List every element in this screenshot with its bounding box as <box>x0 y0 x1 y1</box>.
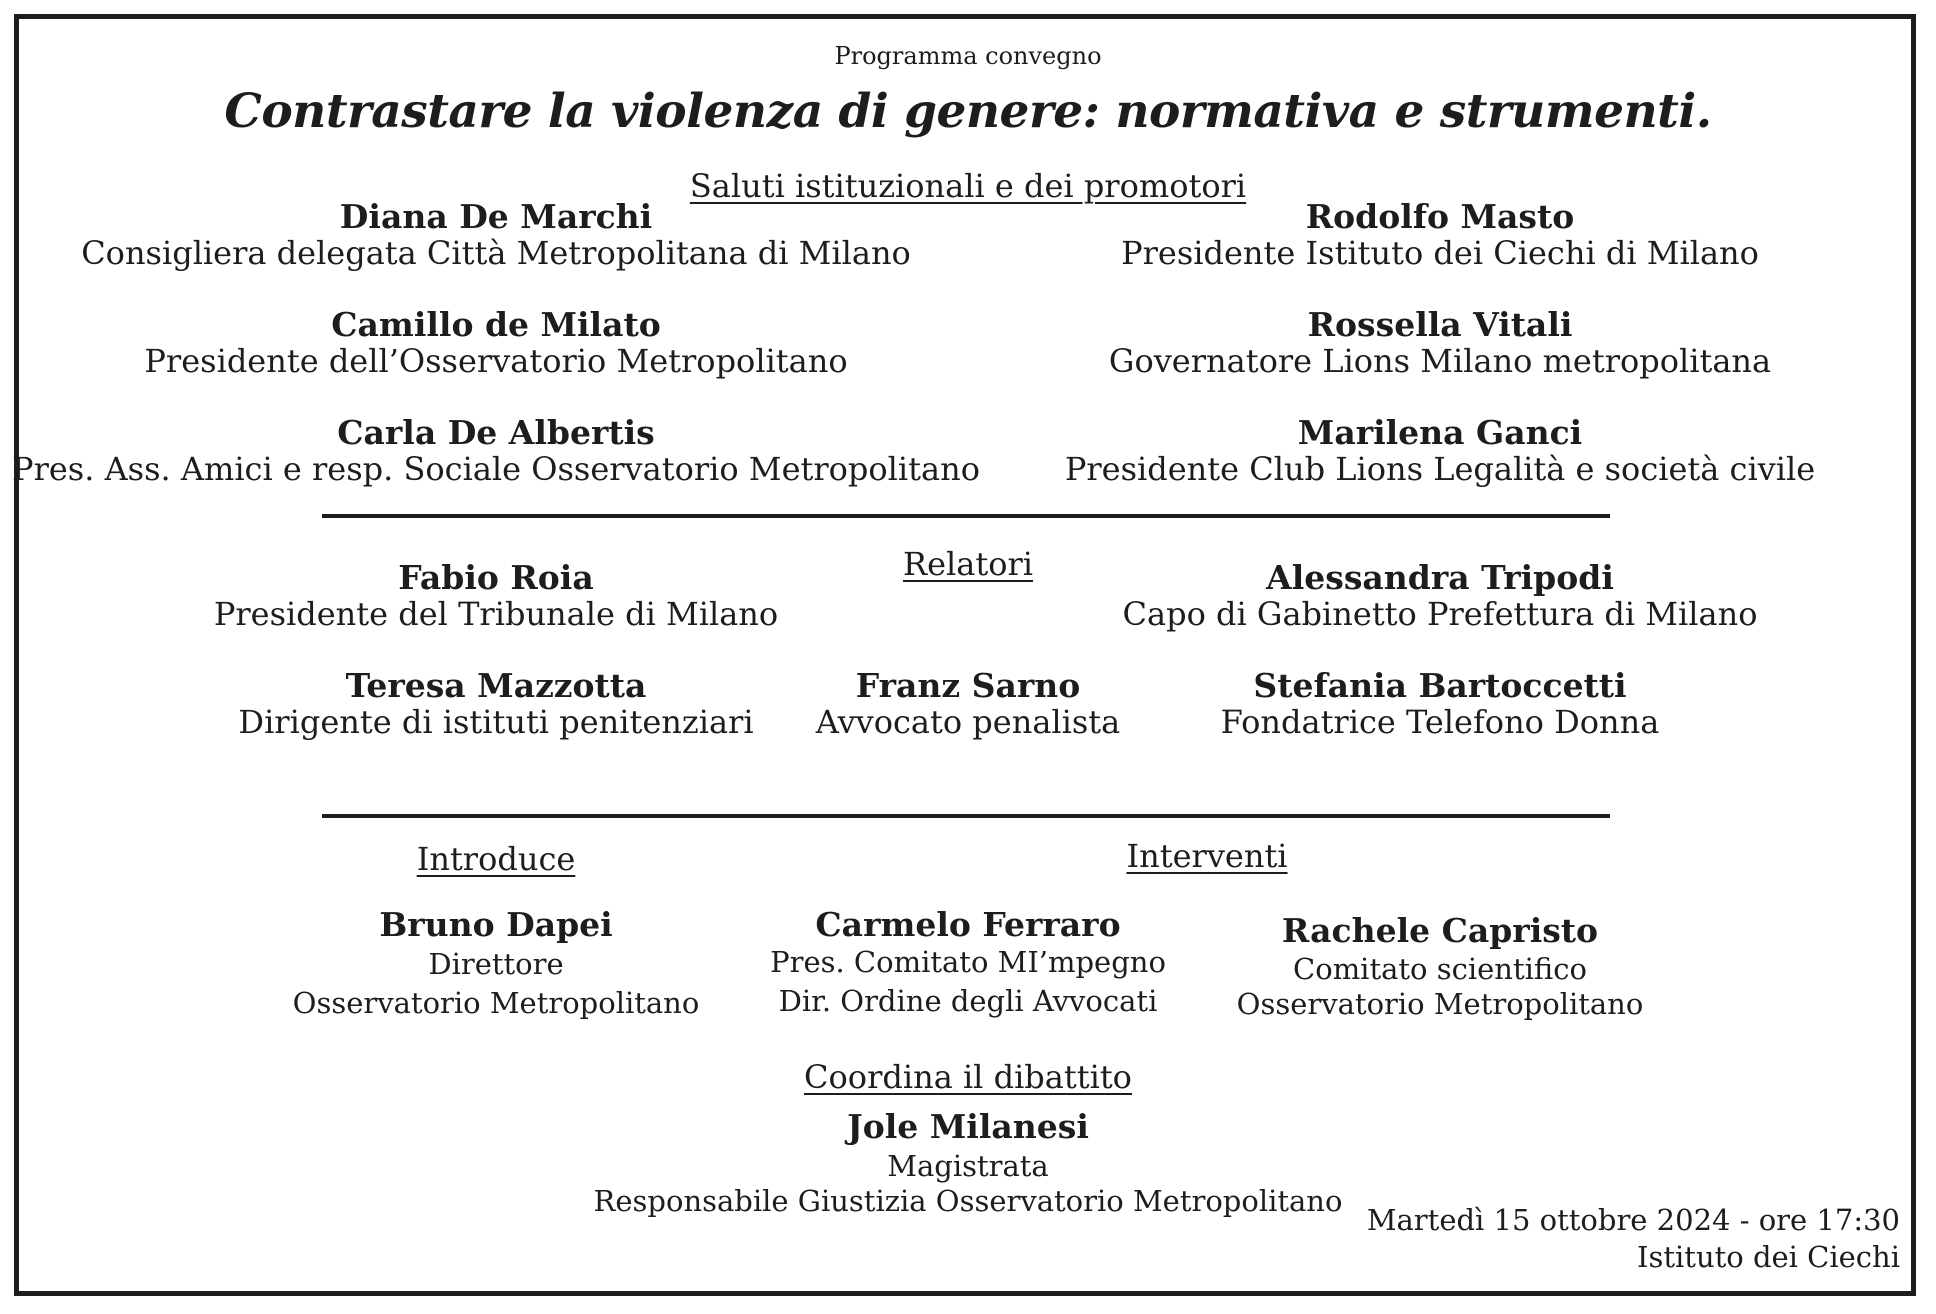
speaker-role: Avvocato penalista <box>815 703 1121 741</box>
speaker-role: Osservatorio Metropolitano <box>1236 987 1644 1021</box>
section-heading-introduce: Introduce <box>416 840 576 878</box>
speaker-role: Capo di Gabinetto Prefettura di Milano <box>1122 595 1758 633</box>
speaker-name: Alessandra Tripodi <box>1266 558 1614 597</box>
speaker-name: Teresa Mazzotta <box>345 666 647 705</box>
speaker-role: Osservatorio Metropolitano <box>292 986 700 1020</box>
speaker-name: Carmelo Ferraro <box>815 905 1121 944</box>
section-divider <box>322 814 1610 818</box>
speaker-name: Marilena Ganci <box>1297 413 1583 452</box>
speaker-role: Pres. Comitato MI’mpegno <box>770 945 1166 979</box>
speaker-role: Responsabile Giustizia Osservatorio Metropolitano <box>593 1184 1343 1218</box>
speaker-role: Consigliera delegata Città Metropolitana di Milano <box>81 234 911 272</box>
speaker-name: Stefania Bartoccetti <box>1253 666 1627 705</box>
section-heading-saluti: Saluti istituzionali e dei promotori <box>689 167 1247 205</box>
speaker-role: Dir. Ordine degli Avvocati <box>778 984 1158 1018</box>
speaker-name: Rachele Capristo <box>1281 911 1599 950</box>
speaker-role: Presidente Istituto dei Ciechi di Milano <box>1121 234 1759 272</box>
speaker-role: Pres. Ass. Amici e resp. Sociale Osservatorio Metropolitano <box>12 450 980 488</box>
speaker-name: Camillo de Milato <box>331 305 661 344</box>
speaker-role: Magistrata <box>887 1149 1049 1183</box>
section-heading-coordina: Coordina il dibattito <box>804 1058 1132 1096</box>
speaker-name: Jole Milanesi <box>847 1107 1089 1146</box>
speaker-role: Presidente Club Lions Legalità e società civile <box>1064 450 1816 488</box>
speaker-name: Franz Sarno <box>855 666 1081 705</box>
speaker-role: Governatore Lions Milano metropolitana <box>1108 342 1772 380</box>
speaker-role: Presidente dell’Osservatorio Metropolitano <box>144 342 848 380</box>
speaker-role: Dirigente di istituti penitenziari <box>238 703 754 741</box>
speaker-name: Bruno Dapei <box>379 905 613 944</box>
event-title: Contrastare la violenza di genere: normativa e strumenti. <box>224 84 1712 139</box>
speaker-role: Comitato scientifico <box>1293 952 1587 986</box>
page-border <box>14 14 1916 1296</box>
speaker-role: Direttore <box>428 947 564 981</box>
speaker-name: Rossella Vitali <box>1307 305 1573 344</box>
event-date-time: Martedì 15 ottobre 2024 - ore 17:30 <box>1366 1203 1900 1237</box>
speaker-role: Presidente del Tribunale di Milano <box>213 595 779 633</box>
section-heading-interventi: Interventi <box>1126 837 1288 875</box>
event-venue: Istituto dei Ciechi <box>1637 1240 1900 1274</box>
speaker-name: Diana De Marchi <box>339 197 653 236</box>
speaker-name: Fabio Roia <box>398 558 594 597</box>
speaker-name: Carla De Albertis <box>337 413 655 452</box>
section-divider <box>322 514 1610 518</box>
speaker-name: Rodolfo Masto <box>1305 197 1575 236</box>
event-subtitle: Programma convegno <box>834 42 1102 70</box>
section-heading-relatori: Relatori <box>903 545 1033 583</box>
speaker-role: Fondatrice Telefono Donna <box>1220 703 1660 741</box>
